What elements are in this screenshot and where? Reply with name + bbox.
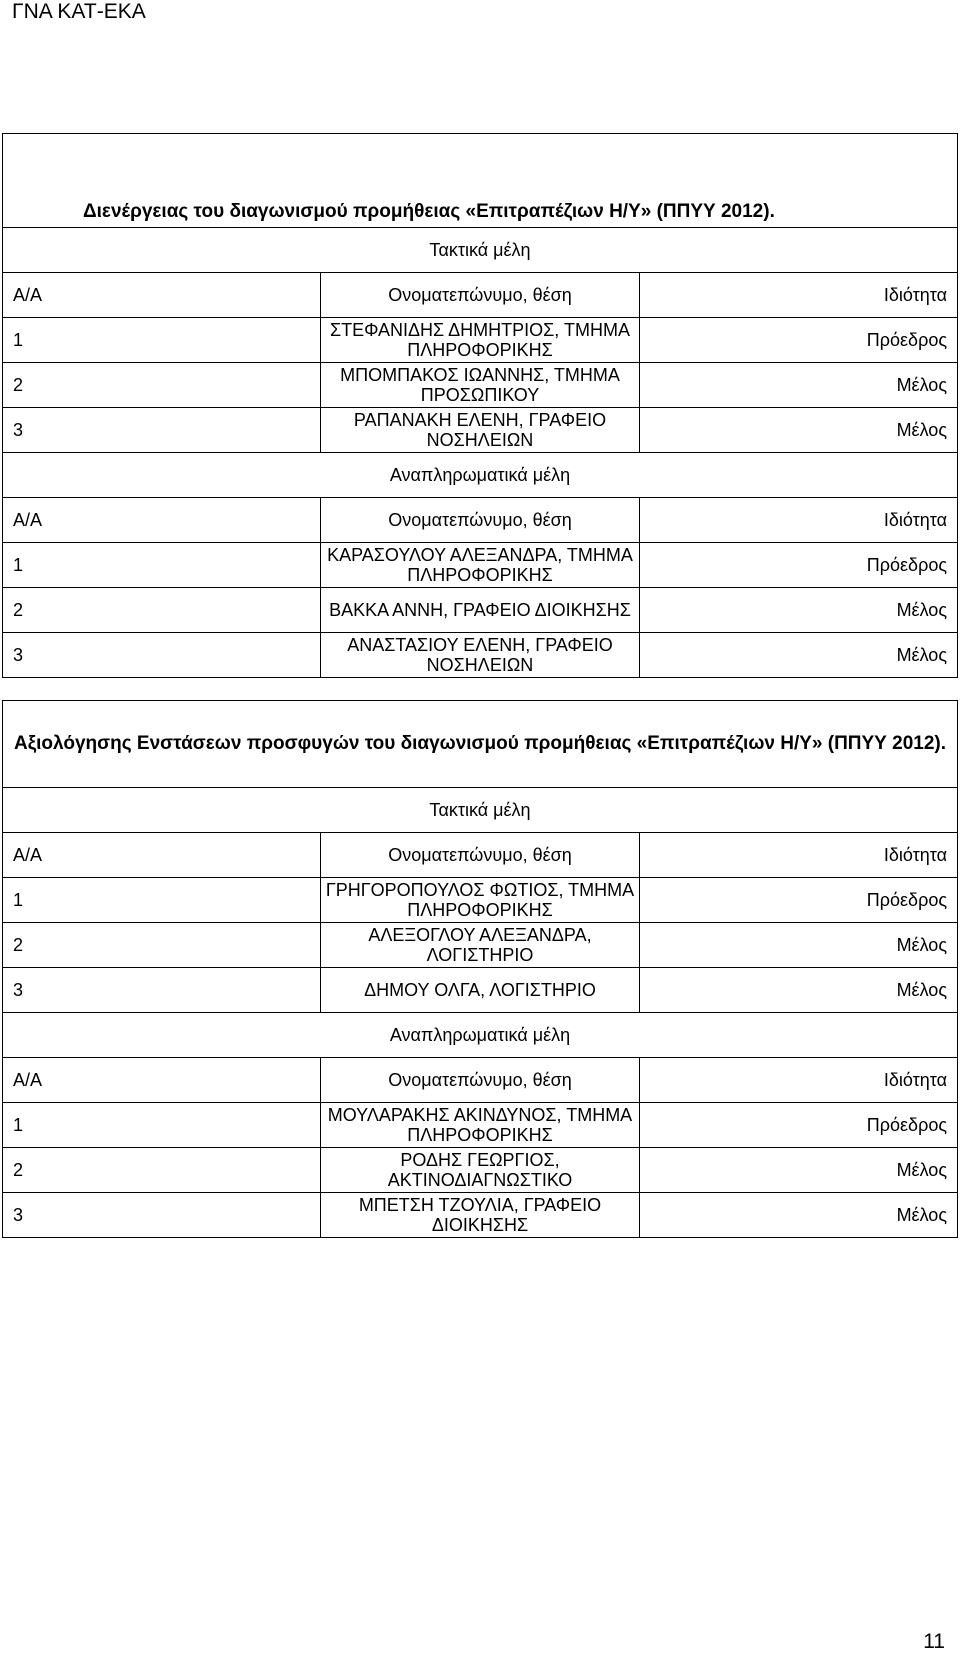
table-row (3, 1103, 958, 1148)
member-role: Μέλος (639, 968, 957, 1013)
column-header-aa: Α/Α (3, 498, 321, 543)
member-name: ΓΡΗΓΟΡΟΠΟΥΛΟΣ ΦΩΤΙΟΣ, ΤΜΗΜΑ ΠΛΗΡΟΦΟΡΙΚΗΣ (321, 878, 639, 923)
member-aa: 3 (3, 1193, 321, 1238)
member-name: ΚΑΡΑΣΟΥΛΟΥ ΑΛΕΞΑΝΔΡΑ, ΤΜΗΜΑ ΠΛΗΡΟΦΟΡΙΚΗΣ (321, 543, 639, 588)
member-aa: 2 (3, 1148, 321, 1193)
member-name: ΑΝΑΣΤΑΣΙΟΥ ΕΛΕΝΗ, ΓΡΑΦΕΙΟ ΝΟΣΗΛΕΙΩΝ (321, 633, 639, 678)
column-header-name: Ονοματεπώνυμο, θέση (321, 1058, 639, 1103)
column-header-name: Ονοματεπώνυμο, θέση (321, 273, 639, 318)
committee-table-2 (2, 700, 958, 1238)
member-name: ΔΗΜΟΥ ΟΛΓΑ, ΛΟΓΙΣΤΗΡΙΟ (321, 968, 639, 1013)
column-header-row (3, 833, 958, 878)
member-name: ΡΟΔΗΣ ΓΕΩΡΓΙΟΣ, ΑΚΤΙΝΟΔΙΑΓΝΩΣΤΙΚΟ (321, 1148, 639, 1193)
member-aa: 2 (3, 588, 321, 633)
committee-title-row (3, 134, 958, 228)
member-aa: 3 (3, 633, 321, 678)
alternate-members-heading: Αναπληρωματικά μέλη (3, 1013, 958, 1058)
member-name: ΣΤΕΦΑΝΙΔΗΣ ΔΗΜΗΤΡΙΟΣ, ΤΜΗΜΑ ΠΛΗΡΟΦΟΡΙΚΗΣ (321, 318, 639, 363)
table-row (3, 588, 958, 633)
member-role: Πρόεδρος (639, 878, 957, 923)
committee-title: Διενέργειας του διαγωνισμού προμήθειας «Επιτραπέζιων Η/Υ» (ΠΠΥΥ 2012). (3, 134, 958, 228)
table-row (3, 318, 958, 363)
column-header-row (3, 498, 958, 543)
section-heading-row (3, 228, 958, 273)
member-role: Μέλος (639, 1193, 957, 1238)
member-role: Μέλος (639, 923, 957, 968)
member-aa: 3 (3, 408, 321, 453)
member-aa: 1 (3, 878, 321, 923)
page-number: 11 (923, 1630, 945, 1653)
alternate-members-heading: Αναπληρωματικά μέλη (3, 453, 958, 498)
section-heading-row (3, 453, 958, 498)
document-header: ΓΝΑ ΚΑΤ-ΕΚΑ (12, 0, 146, 23)
column-header-row (3, 273, 958, 318)
table-row (3, 1193, 958, 1238)
column-header-role: Ιδιότητα (639, 833, 957, 878)
column-header-name: Ονοματεπώνυμο, θέση (321, 498, 639, 543)
member-aa: 2 (3, 923, 321, 968)
table-row (3, 1148, 958, 1193)
member-role: Μέλος (639, 588, 957, 633)
member-aa: 1 (3, 1103, 321, 1148)
committee-title: Αξιολόγησης Ενστάσεων προσφυγών του διαγωνισμού προμήθειας «Επιτραπέζιων Η/Υ» (ΠΠΥΥ 2012). (3, 701, 958, 788)
member-name: ΒΑΚΚΑ ΑΝΝΗ, ΓΡΑΦΕΙΟ ΔΙΟΙΚΗΣΗΣ (321, 588, 639, 633)
regular-members-heading: Τακτικά μέλη (3, 228, 958, 273)
member-role: Πρόεδρος (639, 318, 957, 363)
regular-members-heading: Τακτικά μέλη (3, 788, 958, 833)
table-row (3, 923, 958, 968)
column-header-role: Ιδιότητα (639, 273, 957, 318)
member-aa: 2 (3, 363, 321, 408)
member-name: ΜΠΟΜΠΑΚΟΣ ΙΩΑΝΝΗΣ, ΤΜΗΜΑ ΠΡΟΣΩΠΙΚΟΥ (321, 363, 639, 408)
member-aa: 1 (3, 318, 321, 363)
table-row (3, 878, 958, 923)
member-role: Μέλος (639, 1148, 957, 1193)
table-row (3, 968, 958, 1013)
table-row (3, 543, 958, 588)
member-role: Πρόεδρος (639, 543, 957, 588)
member-role: Μέλος (639, 633, 957, 678)
member-name: ΡΑΠΑΝΑΚΗ ΕΛΕΝΗ, ΓΡΑΦΕΙΟ ΝΟΣΗΛΕΙΩΝ (321, 408, 639, 453)
member-name: ΜΟΥΛΑΡΑΚΗΣ ΑΚΙΝΔΥΝΟΣ, ΤΜΗΜΑ ΠΛΗΡΟΦΟΡΙΚΗΣ (321, 1103, 639, 1148)
member-name: ΜΠΕΤΣΗ ΤΖΟΥΛΙΑ, ΓΡΑΦΕΙΟ ΔΙΟΙΚΗΣΗΣ (321, 1193, 639, 1238)
section-heading-row (3, 1013, 958, 1058)
column-header-row (3, 1058, 958, 1103)
table-row (3, 633, 958, 678)
column-header-aa: Α/Α (3, 273, 321, 318)
column-header-aa: Α/Α (3, 1058, 321, 1103)
member-role: Πρόεδρος (639, 1103, 957, 1148)
column-header-role: Ιδιότητα (639, 1058, 957, 1103)
member-aa: 3 (3, 968, 321, 1013)
member-role: Μέλος (639, 408, 957, 453)
table-row (3, 408, 958, 453)
member-aa: 1 (3, 543, 321, 588)
column-header-aa: Α/Α (3, 833, 321, 878)
column-header-role: Ιδιότητα (639, 498, 957, 543)
table-row (3, 363, 958, 408)
committee-table-1 (2, 133, 958, 678)
committee-title-row (3, 701, 958, 788)
member-role: Μέλος (639, 363, 957, 408)
member-name: ΑΛΕΞΟΓΛΟΥ ΑΛΕΞΑΝΔΡΑ, ΛΟΓΙΣΤΗΡΙΟ (321, 923, 639, 968)
section-heading-row (3, 788, 958, 833)
column-header-name: Ονοματεπώνυμο, θέση (321, 833, 639, 878)
